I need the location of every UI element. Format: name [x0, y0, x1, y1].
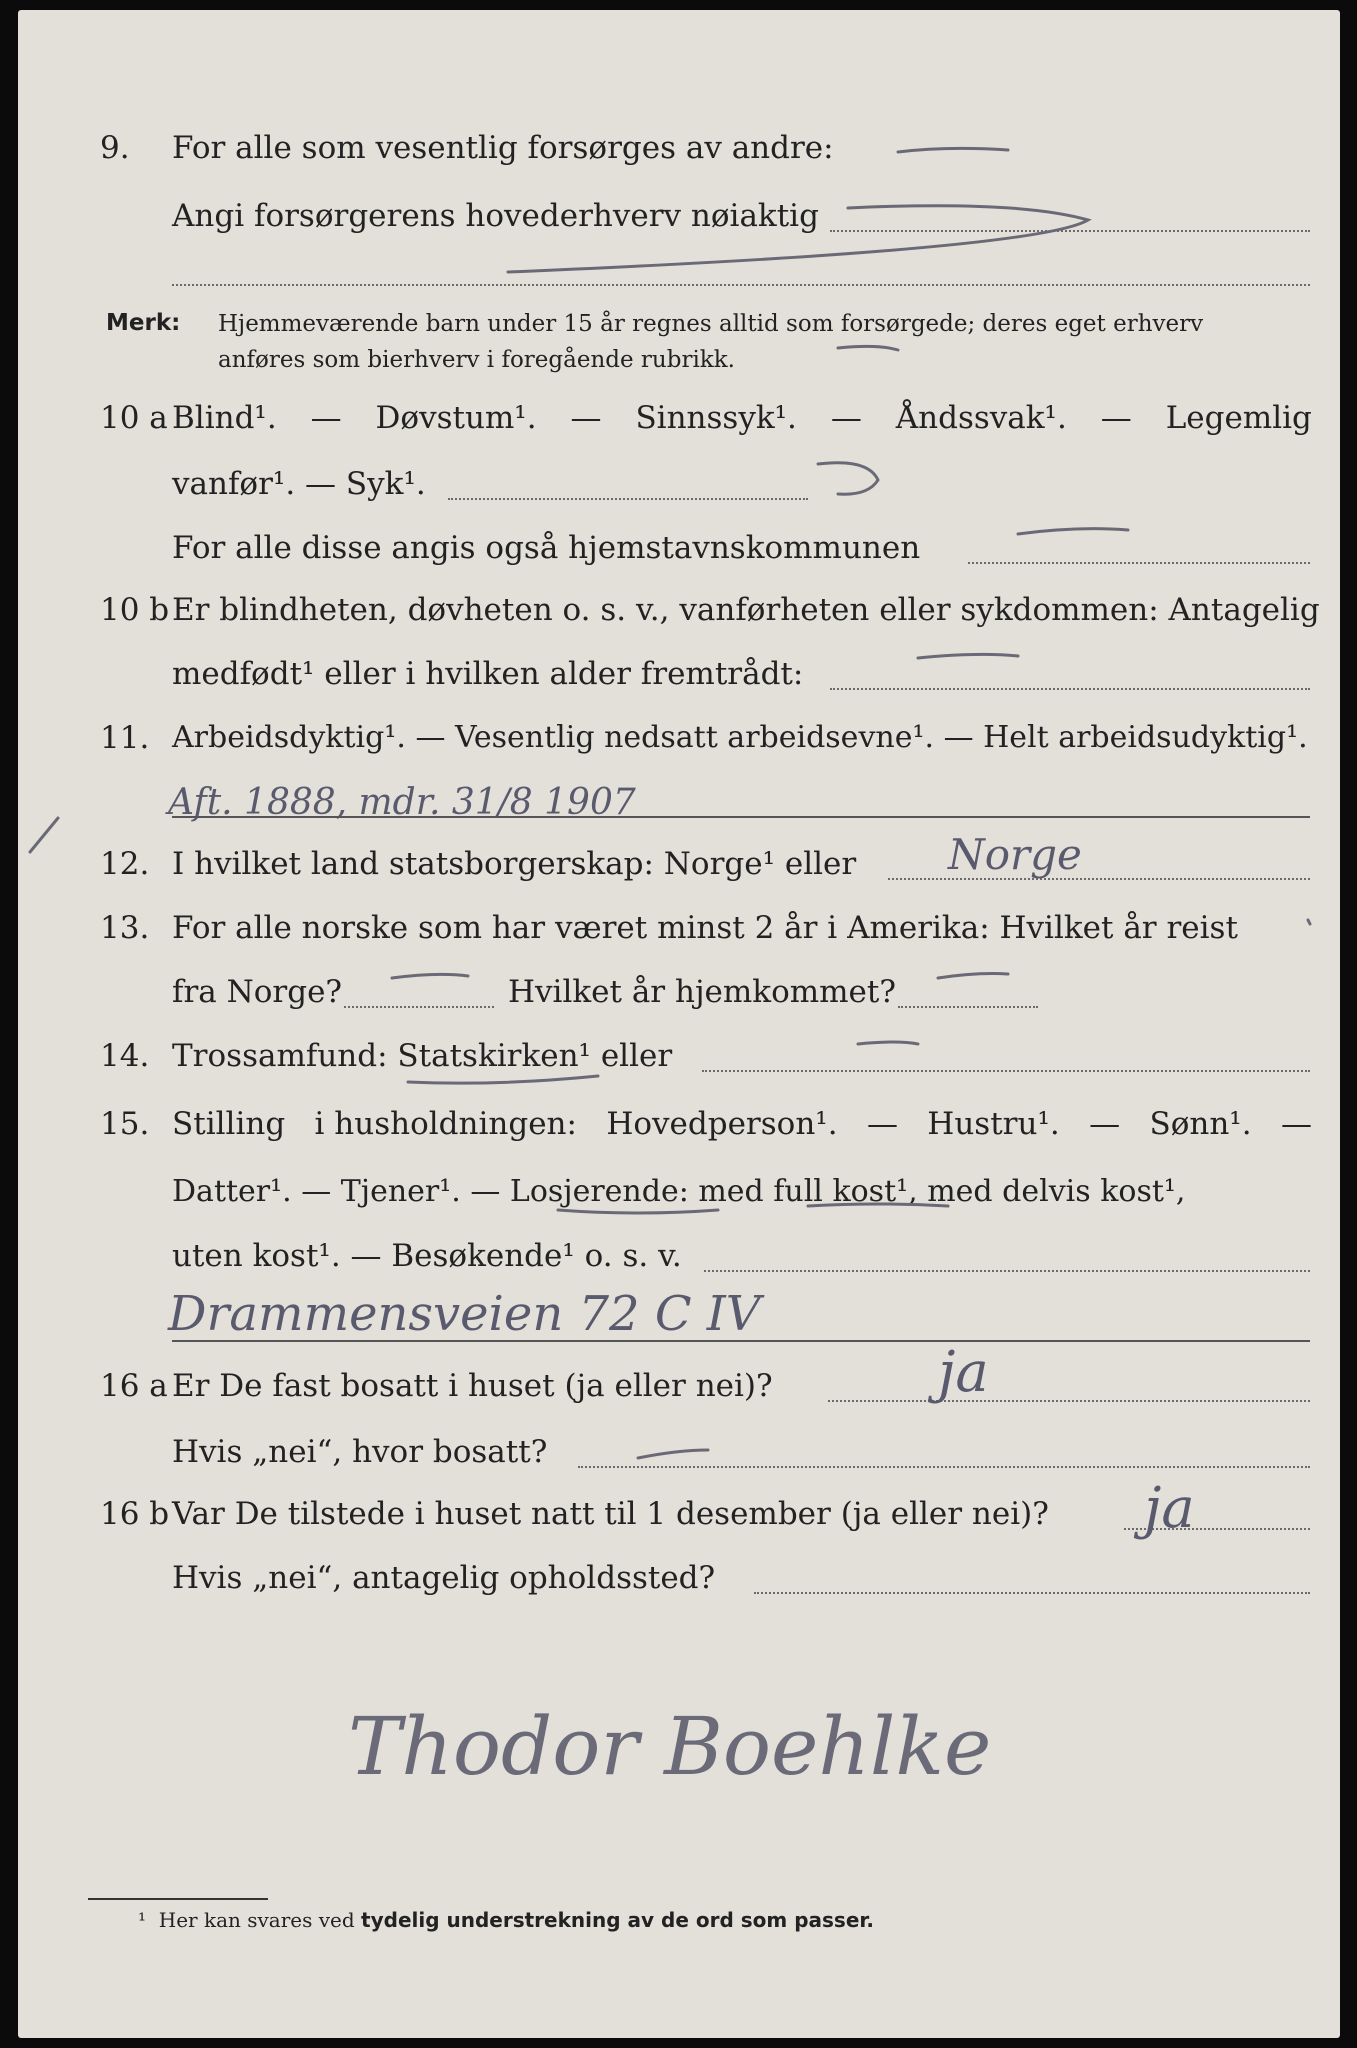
- question-10a-text-2: vanfør¹. — Syk¹.: [172, 466, 426, 502]
- question-13-row-2: [18, 972, 1340, 1028]
- question-15-text-2: Datter¹. — Tjener¹. — Losjerende: med full kost¹, med delvis kost¹,: [172, 1174, 1186, 1209]
- question-9-number: 9.: [100, 130, 130, 166]
- answer-line: [578, 1466, 1310, 1468]
- note-merk-text-1: Hjemmeværende barn under 15 år regnes alltid som forsørgede; deres eget erhverv: [218, 311, 1204, 337]
- answer-line: [828, 1400, 1310, 1402]
- question-16a-row-1: [18, 1366, 1340, 1422]
- answer-line: [704, 1270, 1310, 1272]
- footnote-bold: tydelig understrekning av de ord som passer.: [361, 1908, 874, 1932]
- question-15-text-3: uten kost¹. — Besøkende¹ o. s. v.: [172, 1238, 682, 1274]
- note-merk-key: Merk:: [106, 310, 181, 336]
- footnote-mark: ¹: [138, 1908, 147, 1932]
- handwritten-answer-12: Norge: [948, 830, 1082, 879]
- question-16a-row-2: [18, 1432, 1340, 1488]
- question-16b-row-2: [18, 1558, 1340, 1614]
- census-form-page: [18, 10, 1340, 2038]
- question-15-row-2: [18, 1172, 1340, 1228]
- note-merk-text-2: anføres som bierhverv i foregående rubrikk.: [218, 347, 735, 373]
- answer-line: [898, 1006, 1038, 1008]
- question-16a-text-2: Hvis „nei“, hvor bosatt?: [172, 1434, 548, 1470]
- handwritten-answer-11: Aft. 1888, mdr. 31/8 1907: [168, 782, 636, 823]
- question-9-row-1: [18, 128, 1340, 184]
- question-15-text: Stilling i husholdningen: Hovedperson¹. — Hustru¹. — Sønn¹. —: [172, 1106, 1312, 1142]
- question-12-row: [18, 844, 1340, 900]
- question-10a-text-3: For alle disse angis også hjemstavnskommunen: [172, 530, 921, 566]
- question-16b-number: 16 b: [100, 1496, 170, 1532]
- footnote: [138, 1908, 874, 1932]
- question-15-row-3: [18, 1236, 1340, 1292]
- question-14-row: [18, 1036, 1340, 1092]
- answer-line: [172, 816, 1310, 818]
- question-9-text-2: Angi forsørgerens hovederhverv nøiaktig: [172, 198, 819, 234]
- question-10a-text: Blind¹. — Døvstum¹. — Sinnssyk¹. — Åndssvak¹. — Legemlig: [172, 400, 1312, 436]
- question-13-text: For alle norske som har været minst 2 år i Amerika: Hvilket år reist: [172, 910, 1238, 946]
- question-14-text: Trossamfund: Statskirken¹ eller: [172, 1038, 673, 1074]
- answer-line: [830, 688, 1310, 690]
- question-10b-row-1: [18, 590, 1340, 646]
- footnote-plain: Her kan svares ved: [158, 1908, 355, 1932]
- question-16b-text: Var De tilstede i huset natt til 1 desember (ja eller nei)?: [172, 1496, 1049, 1532]
- question-10b-number: 10 b: [100, 592, 170, 628]
- question-11-text: Arbeidsdyktig¹. — Vesentlig nedsatt arbeidsevne¹. — Helt arbeidsudyktig¹.: [172, 720, 1308, 755]
- question-10a-row-2: [18, 464, 1340, 520]
- answer-line: [830, 230, 1310, 232]
- question-16a-text: Er De fast bosatt i huset (ja eller nei)?: [172, 1368, 773, 1404]
- question-10b-text-2: medfødt¹ eller i hvilken alder fremtrådt:: [172, 656, 804, 692]
- question-10a-row-1: [18, 398, 1340, 454]
- answer-line: [344, 1006, 494, 1008]
- question-9-text: For alle som vesentlig forsørges av andre:: [172, 130, 834, 166]
- question-10a-number: 10 a: [100, 400, 168, 436]
- answer-line: [172, 1340, 1310, 1342]
- question-10a-row-3: [18, 528, 1340, 584]
- question-13-row-1: [18, 908, 1340, 964]
- question-13-number: 13.: [100, 910, 150, 946]
- answer-line: [754, 1592, 1310, 1594]
- question-16b-row-1: [18, 1494, 1340, 1550]
- question-11-number: 11.: [100, 720, 150, 756]
- handwritten-answer-15: Drammensveien 72 C IV: [168, 1286, 761, 1342]
- question-16a-number: 16 a: [100, 1368, 168, 1404]
- answer-line: [172, 284, 1310, 286]
- question-9-row-2: [18, 196, 1340, 252]
- answer-line: [702, 1070, 1310, 1072]
- question-12-number: 12.: [100, 846, 150, 882]
- question-15-number: 15.: [100, 1106, 150, 1142]
- question-10b-row-2: [18, 654, 1340, 710]
- footnote-rule: [88, 1898, 268, 1900]
- question-16b-text-2: Hvis „nei“, antagelig opholdssted?: [172, 1560, 716, 1596]
- signature: Thodor Boehlke: [348, 1700, 992, 1793]
- question-10b-text: Er blindheten, døvheten o. s. v., vanførheten eller sykdommen: Antagelig: [172, 592, 1320, 628]
- question-13-text-2b: Hvilket år hjemkommet?: [508, 974, 896, 1010]
- question-14-number: 14.: [100, 1038, 150, 1074]
- question-11-row-1: [18, 718, 1340, 774]
- handwritten-answer-16a: ja: [938, 1340, 989, 1405]
- handwritten-answer-16b: ja: [1144, 1476, 1195, 1541]
- answer-line: [968, 562, 1310, 564]
- answer-line: [448, 498, 808, 500]
- question-15-row-1: [18, 1104, 1340, 1160]
- note-merk: [18, 306, 1340, 386]
- question-12-text: I hvilket land statsborgerskap: Norge¹ eller: [172, 846, 857, 882]
- question-13-text-2a: fra Norge?: [172, 974, 343, 1010]
